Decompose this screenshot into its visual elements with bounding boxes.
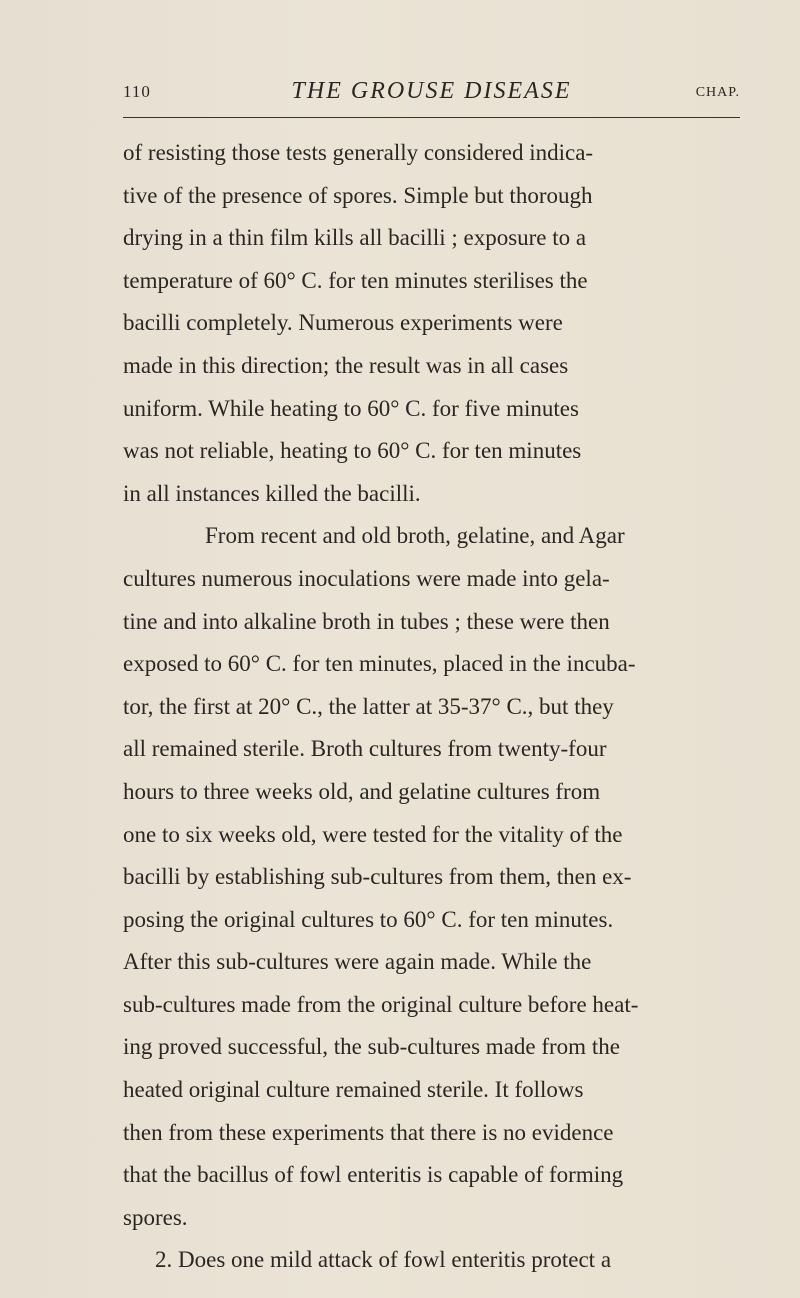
text-line: hours to three weeks old, and gelatine cultures from	[123, 778, 601, 804]
text-line: posing the original cultures to 60° C. for ten minutes.	[123, 906, 614, 932]
text-line: exposed to 60° C. for ten minutes, placed in the incuba-	[123, 651, 636, 677]
text-line: uniform. While heating to 60° C. for five minutes	[123, 395, 579, 421]
text-line: in all instances killed the bacilli.	[123, 480, 421, 506]
paragraph-start-line: From recent and old broth, gelatine, and Agar	[205, 523, 625, 549]
text-line: cultures numerous inoculations were made into gela-	[123, 565, 610, 591]
text-line: made in this direction; the result was in all cases	[123, 352, 569, 378]
text-line: sub-cultures made from the original culture before heat-	[123, 991, 639, 1017]
text-line: spores.	[123, 1204, 188, 1230]
text-line: then from these experiments that there is no evidence	[123, 1119, 614, 1145]
text-line: bacilli by establishing sub-cultures from them, then ex-	[123, 864, 632, 890]
text-line: tine and into alkaline broth in tubes ; these were then	[123, 608, 610, 634]
text-line: bacilli completely. Numerous experiments were	[123, 310, 563, 336]
text-line: tor, the first at 20° C., the latter at 35-37° C., but they	[123, 693, 614, 719]
text-line: drying in a thin film kills all bacilli ; exposure to a	[123, 225, 587, 251]
body-text	[123, 132, 751, 1282]
header-rule	[123, 117, 740, 118]
text-line: all remained sterile. Broth cultures from twenty-four	[123, 736, 607, 762]
text-line: temperature of 60° C. for ten minutes sterilises the	[123, 267, 588, 293]
page-number: 110	[123, 82, 151, 101]
text-line: one to six weeks old, were tested for the vitality of the	[123, 821, 623, 847]
running-title: THE GROUSE DISEASE	[291, 78, 572, 104]
page-header	[123, 78, 740, 112]
text-line: ing proved successful, the sub-cultures made from the	[123, 1034, 620, 1060]
text-line: heated original culture remained sterile. It follows	[123, 1077, 584, 1103]
text-line: was not reliable, heating to 60° C. for ten minutes	[123, 438, 582, 464]
text-line: that the bacillus of fowl enteritis is capable of forming	[123, 1162, 624, 1188]
numbered-question-line: 2. Does one mild attack of fowl enteritis protect a	[155, 1247, 612, 1273]
text-line: tive of the presence of spores. Simple but thorough	[123, 182, 593, 208]
text-line: After this sub-cultures were again made. While the	[123, 949, 592, 975]
chapter-label: CHAP.	[695, 85, 740, 100]
text-line: of resisting those tests generally considered indica-	[123, 140, 594, 165]
